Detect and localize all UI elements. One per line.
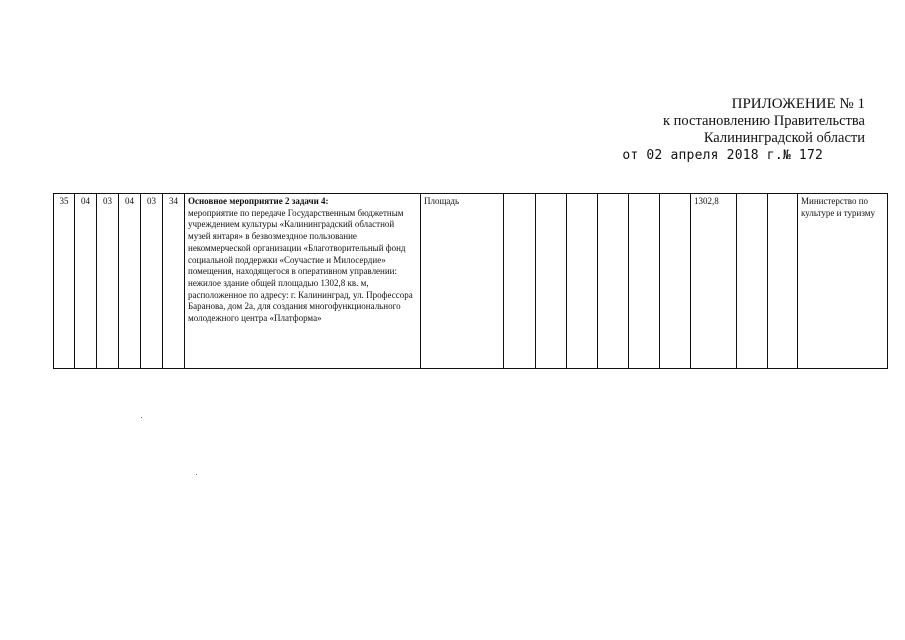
code-cell-5: 03 <box>141 194 163 369</box>
appendix-resolution-line: к постановлению Правительства <box>663 113 865 129</box>
code-cell-2: 04 <box>75 194 97 369</box>
empty-cell <box>737 194 768 369</box>
scan-speck <box>196 474 197 475</box>
appendix-date-number: от 02 апреля 2018 г.№ 172 <box>622 148 823 163</box>
code-cell-4: 04 <box>119 194 141 369</box>
description-cell <box>185 194 421 369</box>
description-title: Основное мероприятие 2 задачи 4: <box>188 196 329 206</box>
code-cell-1: 35 <box>54 194 75 369</box>
code-cell-6: 34 <box>163 194 185 369</box>
empty-cell <box>504 194 536 369</box>
empty-cell <box>567 194 598 369</box>
appendix-header <box>622 96 865 164</box>
scan-speck <box>141 417 142 418</box>
indicator-cell: Площадь <box>421 194 504 369</box>
value-cell: 1302,8 <box>691 194 737 369</box>
responsible-cell: Министерство по культуре и туризму <box>798 194 888 369</box>
activity-table <box>53 193 888 369</box>
empty-cell <box>768 194 798 369</box>
appendix-region-line: Калининградской области <box>703 130 865 146</box>
empty-cell <box>598 194 629 369</box>
code-cell-3: 03 <box>97 194 119 369</box>
table-row <box>54 194 888 369</box>
empty-cell <box>629 194 660 369</box>
appendix-title: ПРИЛОЖЕНИЕ № 1 <box>731 96 865 112</box>
empty-cell <box>536 194 567 369</box>
empty-cell <box>660 194 691 369</box>
description-body: мероприятие по передаче Государственным бюджетным учреждением культуры «Калининградский областной музей янтаря» в безвозмездное пользование некоммерческой организации «Благотворительный фонд социальной поддержки «Соучастие и Милосердие» помещения, находящегося в оперативном управлении: нежилое здание общей площадью 1302,8 кв. м, расположенное по адресу: г. Калининград, ул. Профессора Баранова, дом 2а, для создания многофункционального молодежного центра «Платформа» <box>188 207 413 324</box>
